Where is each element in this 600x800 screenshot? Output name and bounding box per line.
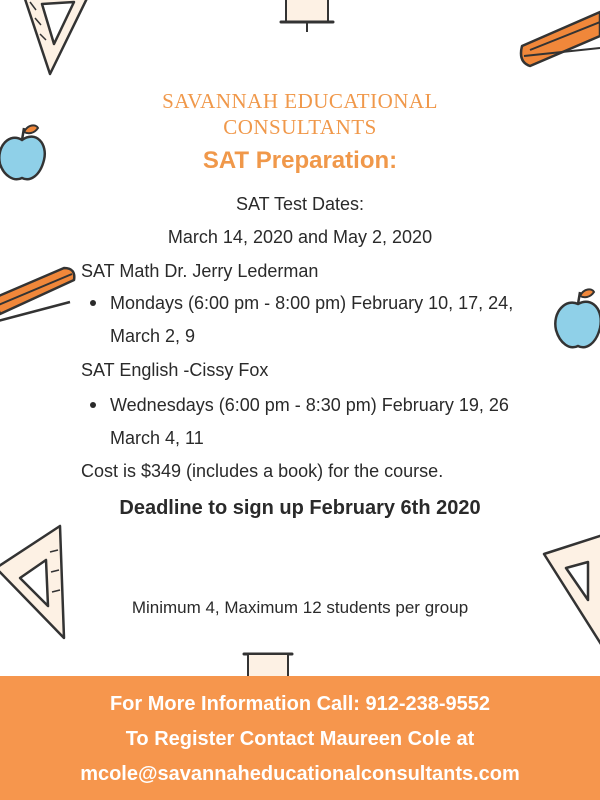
course-english-schedule-cont: March 4, 11 <box>110 428 204 448</box>
signup-deadline: Deadline to sign up February 6th 2020 <box>119 497 481 519</box>
stapler-icon <box>516 6 600 78</box>
course-english-title: SAT English -Cissy Fox <box>81 360 269 380</box>
course-math-schedule-cont: March 2, 9 <box>110 326 196 346</box>
contact-footer <box>0 676 600 800</box>
bullet <box>90 300 96 306</box>
stapler-icon <box>0 262 80 332</box>
course-math-title: SAT Math Dr. Jerry Lederman <box>81 261 319 281</box>
footer-register: To Register Contact Maureen Cole at <box>125 728 475 750</box>
scroll-icon <box>240 648 298 678</box>
apple-icon <box>552 282 600 352</box>
page-title: SAT Preparation: <box>202 147 398 174</box>
footer-email[interactable]: mcole@savannaheducationalconsultants.com <box>80 763 520 785</box>
apple-icon <box>0 120 50 186</box>
test-dates-label: SAT Test Dates: <box>235 194 365 214</box>
course-math-schedule: Mondays (6:00 pm - 8:00 pm) February 10, 17, 24, <box>110 293 514 313</box>
set-square-icon <box>10 0 100 78</box>
course-cost: Cost is $349 (includes a book) for the course. <box>81 461 444 481</box>
set-square-icon <box>540 532 600 660</box>
bullet <box>90 402 96 408</box>
footer-phone: For More Information Call: 912-238-9552 <box>109 693 491 715</box>
test-dates: March 14, 2020 and May 2, 2020 <box>167 227 433 247</box>
group-size: Minimum 4, Maximum 12 students per group <box>131 598 469 617</box>
scroll-icon <box>278 0 338 36</box>
set-square-icon <box>0 520 72 648</box>
course-english-schedule: Wednesdays (6:00 pm - 8:30 pm) February 19, 26 <box>110 395 509 415</box>
organization-name: SAVANNAH EDUCATIONAL CONSULTANTS <box>162 89 438 139</box>
